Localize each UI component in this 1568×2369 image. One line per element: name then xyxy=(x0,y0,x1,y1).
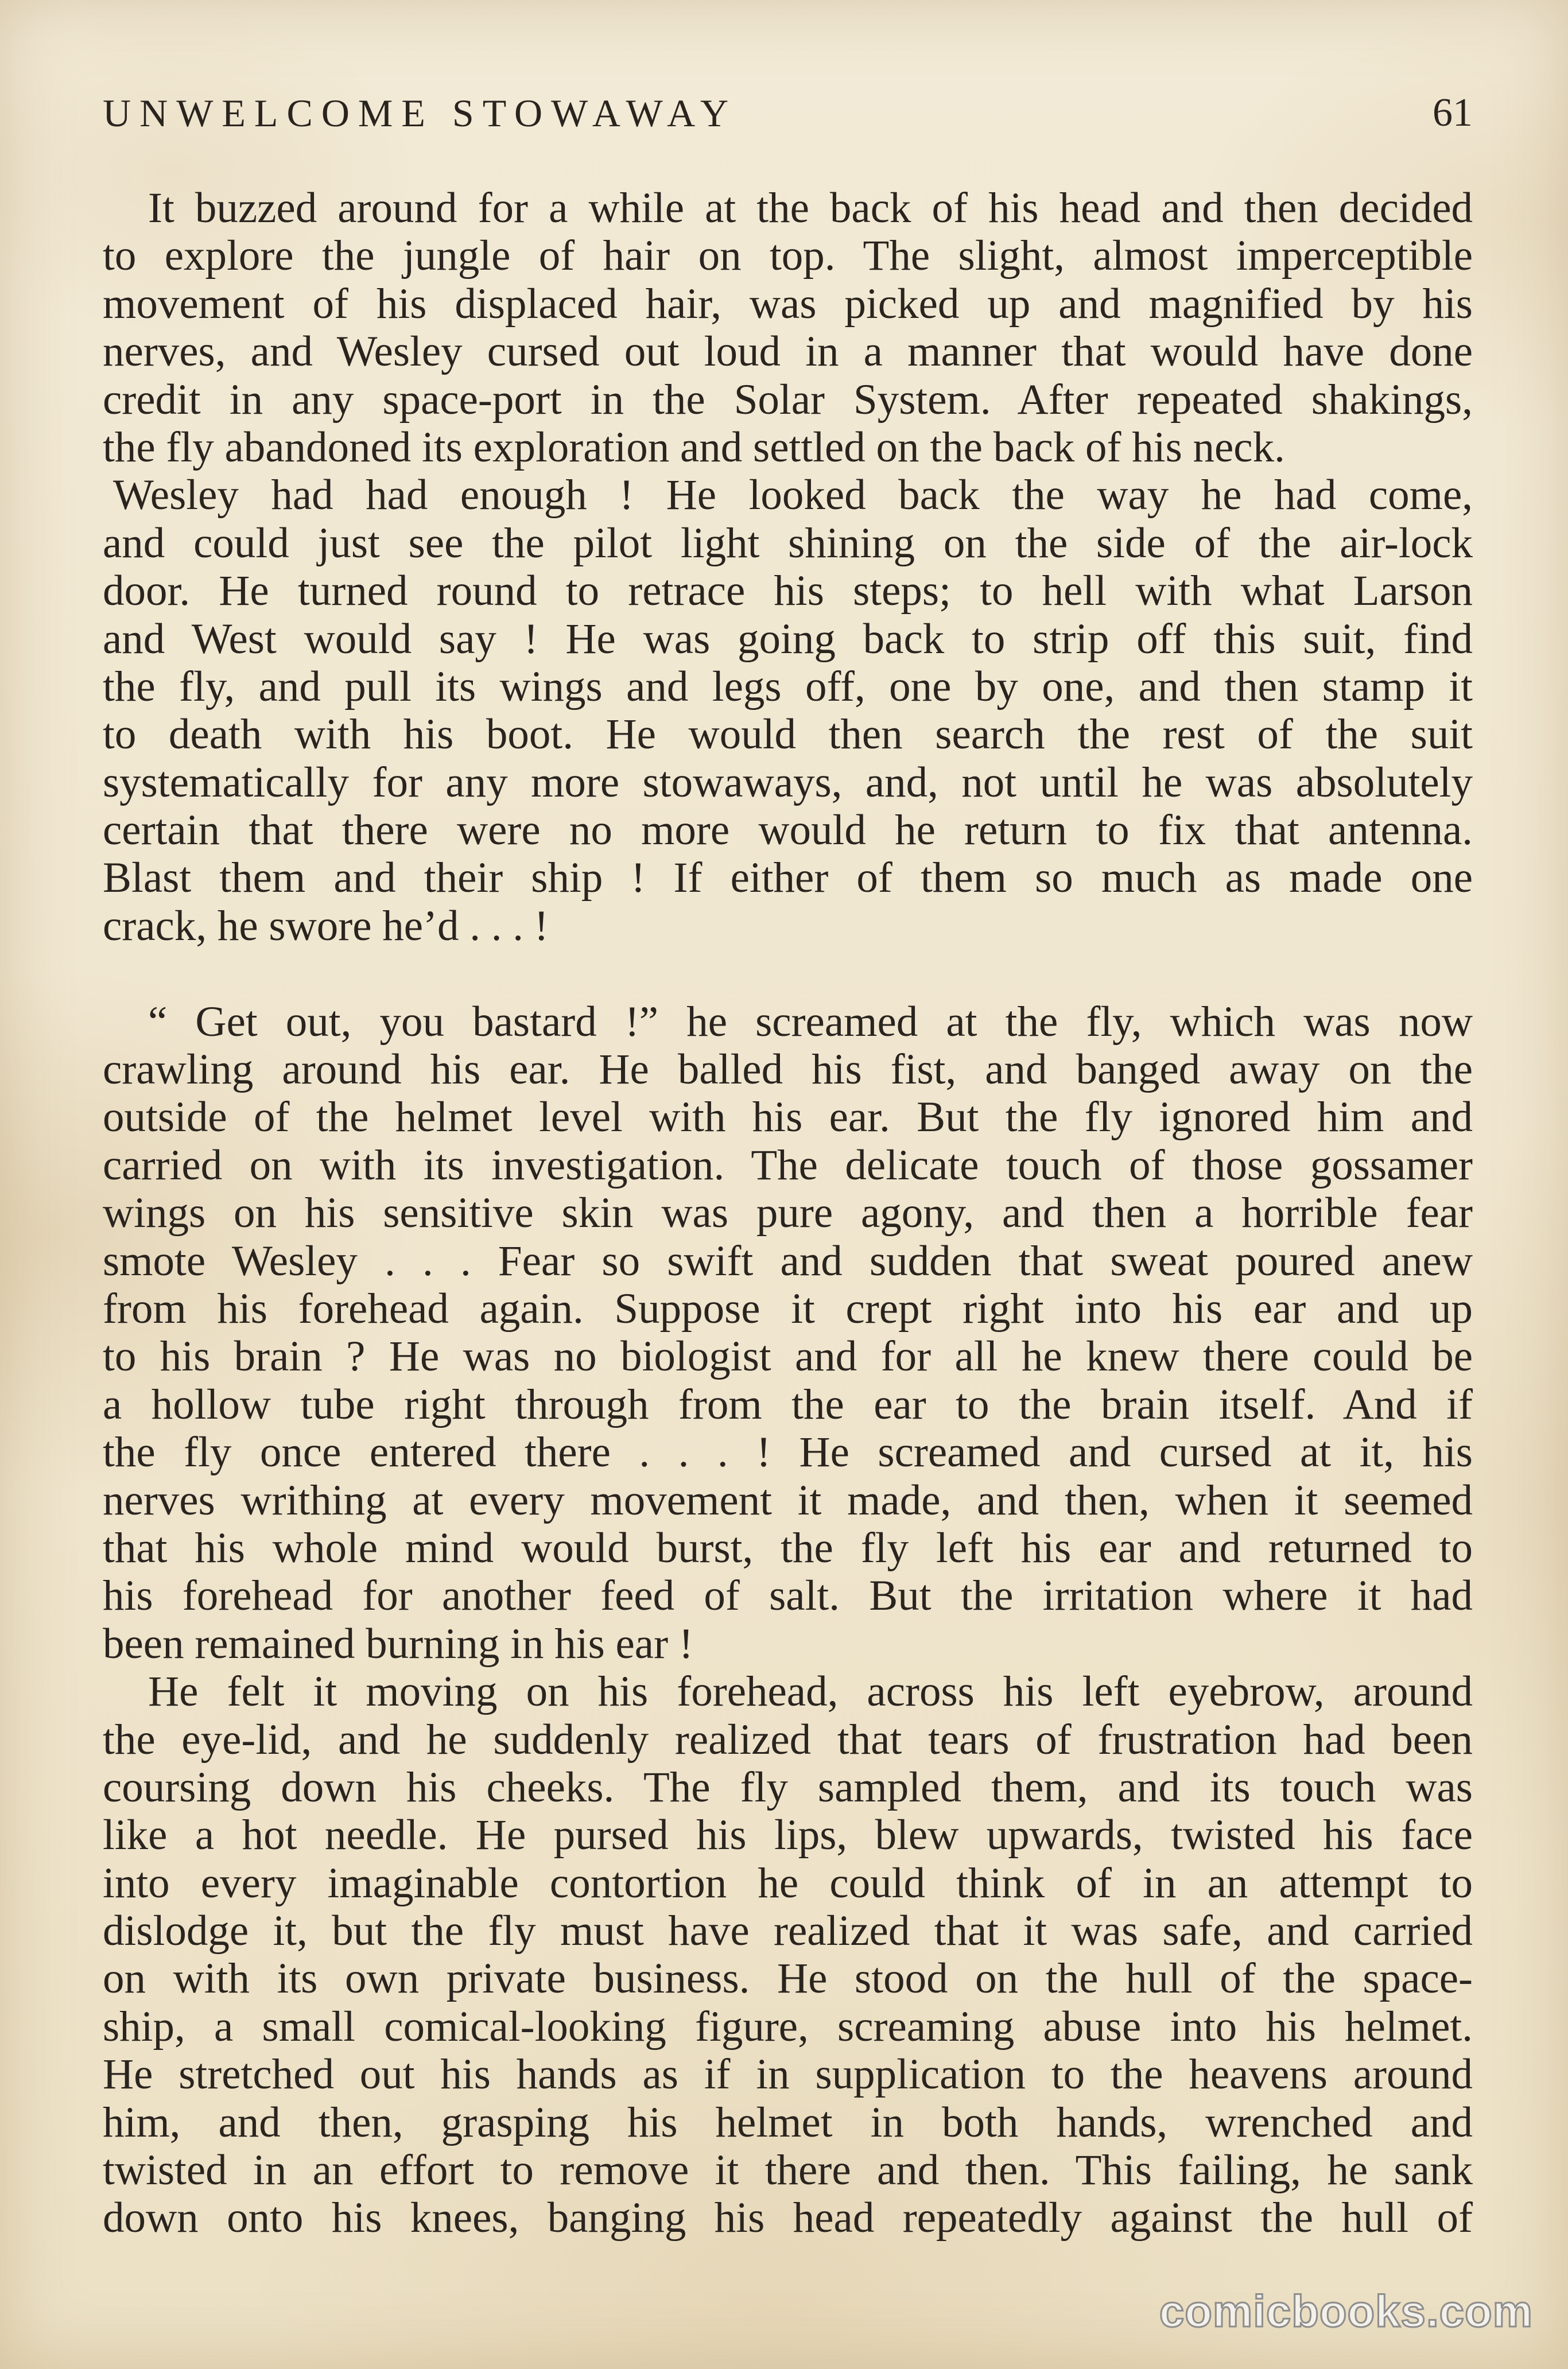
text-line: a hollow tube right through from the ear to the brain itself. And if xyxy=(103,1380,1473,1428)
text-line: him, and then, grasping his helmet in both hands, wrenched and xyxy=(103,2098,1473,2146)
text-line: credit in any space-port in the Solar System. After repeated shakings, xyxy=(103,375,1473,424)
paragraph xyxy=(103,998,1473,1668)
text-line: his forehead for another feed of salt. But the irritation where it had xyxy=(103,1572,1473,1620)
text-line: the eye-lid, and he suddenly realized that tears of frustration had been xyxy=(103,1715,1473,1764)
text-line: the fly, and pull its wings and legs off, one by one, and then stamp it xyxy=(103,662,1473,710)
text-line: door. He turned round to retrace his steps; to hell with what Larson xyxy=(103,567,1473,615)
text-line: to explore the jungle of hair on top. The slight, almost imperceptible xyxy=(103,232,1473,280)
text-line: and could just see the pilot light shining on the side of the air-lock xyxy=(103,519,1473,567)
text-line: been remained burning in his ear ! xyxy=(103,1620,693,1668)
text-line: coursing down his cheeks. The fly sampled them, and its touch was xyxy=(103,1763,1473,1811)
text-line: systematically for any more stowaways, and, not until he was absolutely xyxy=(103,758,1473,806)
text-line: “ Get out, you bastard !” he screamed at the fly, which was now xyxy=(148,997,1473,1046)
body-text xyxy=(103,184,1473,2242)
text-line: and West would say ! He was going back to strip off this suit, find xyxy=(103,615,1473,663)
text-line: certain that there were no more would he return to fix that antenna. xyxy=(103,806,1473,855)
text-line: dislodge it, but the fly must have realized that it was safe, and carried xyxy=(103,1907,1473,1955)
text-line: smote Wesley . . . Fear so swift and sudden that sweat poured anew xyxy=(103,1237,1473,1285)
paragraph xyxy=(103,184,1473,471)
paragraph xyxy=(103,471,1473,950)
text-line: the fly abandoned its exploration and settled on the back of his neck. xyxy=(103,423,1285,471)
text-line: on with its own private business. He stood on the hull of the space- xyxy=(103,1955,1473,2003)
text-line: to his brain ? He was no biologist and for all he knew there could be xyxy=(103,1333,1473,1381)
text-line: movement of his displaced hair, was picked up and magnified by his xyxy=(103,279,1473,328)
text-line: like a hot needle. He pursed his lips, blew upwards, twisted his face xyxy=(103,1811,1473,1859)
paragraph xyxy=(103,1668,1473,2242)
text-line: down onto his knees, banging his head repeatedly against the hull of xyxy=(103,2194,1473,2242)
text-line: the fly once entered there . . . ! He screamed and cursed at it, his xyxy=(103,1428,1473,1477)
text-line: ship, a small comical-looking figure, screaming abuse into his helmet. xyxy=(103,2002,1473,2050)
text-line: outside of the helmet level with his ear. But the fly ignored him and xyxy=(103,1093,1473,1141)
text-line: wings on his sensitive skin was pure agony, and then a horrible fear xyxy=(103,1189,1473,1237)
text-line: to death with his boot. He would then search the rest of the suit xyxy=(103,710,1473,759)
text-line: Blast them and their ship ! If either of them so much as made one xyxy=(103,854,1473,902)
text-line: from his forehead again. Suppose it crept right into his ear and up xyxy=(103,1284,1473,1333)
text-line: into every imaginable contortion he could think of in an attempt to xyxy=(103,1859,1473,1907)
text-line: It buzzed around for a while at the back of his head and then decided xyxy=(148,184,1473,232)
text-line: carried on with its investigation. The delicate touch of those gossamer xyxy=(103,1141,1473,1189)
paragraph-gap xyxy=(103,950,1473,997)
text-line: that his whole mind would burst, the fly left his ear and returned to xyxy=(103,1524,1473,1572)
watermark: comicbooks.com xyxy=(1159,2286,1533,2336)
text-line: nerves writhing at every movement it made, and then, when it seemed xyxy=(103,1476,1473,1524)
page-number: 61 xyxy=(1433,91,1473,135)
text-line: Wesley had had enough ! He looked back the way he had come, xyxy=(113,471,1473,519)
text-line: He felt it moving on his forehead, across his left eyebrow, around xyxy=(148,1668,1473,1716)
text-line: nerves, and Wesley cursed out loud in a manner that would have done xyxy=(103,328,1473,376)
text-line: crawling around his ear. He balled his fist, and banged away on the xyxy=(103,1046,1473,1094)
text-line: twisted in an effort to remove it there and then. This failing, he sank xyxy=(103,2146,1473,2195)
running-title: UNWELCOME STOWAWAY xyxy=(103,91,738,135)
text-line: crack, he swore he’d . . . ! xyxy=(103,902,549,950)
text-line: He stretched out his hands as if in supplication to the heavens around xyxy=(103,2050,1473,2099)
running-head xyxy=(103,89,1473,137)
